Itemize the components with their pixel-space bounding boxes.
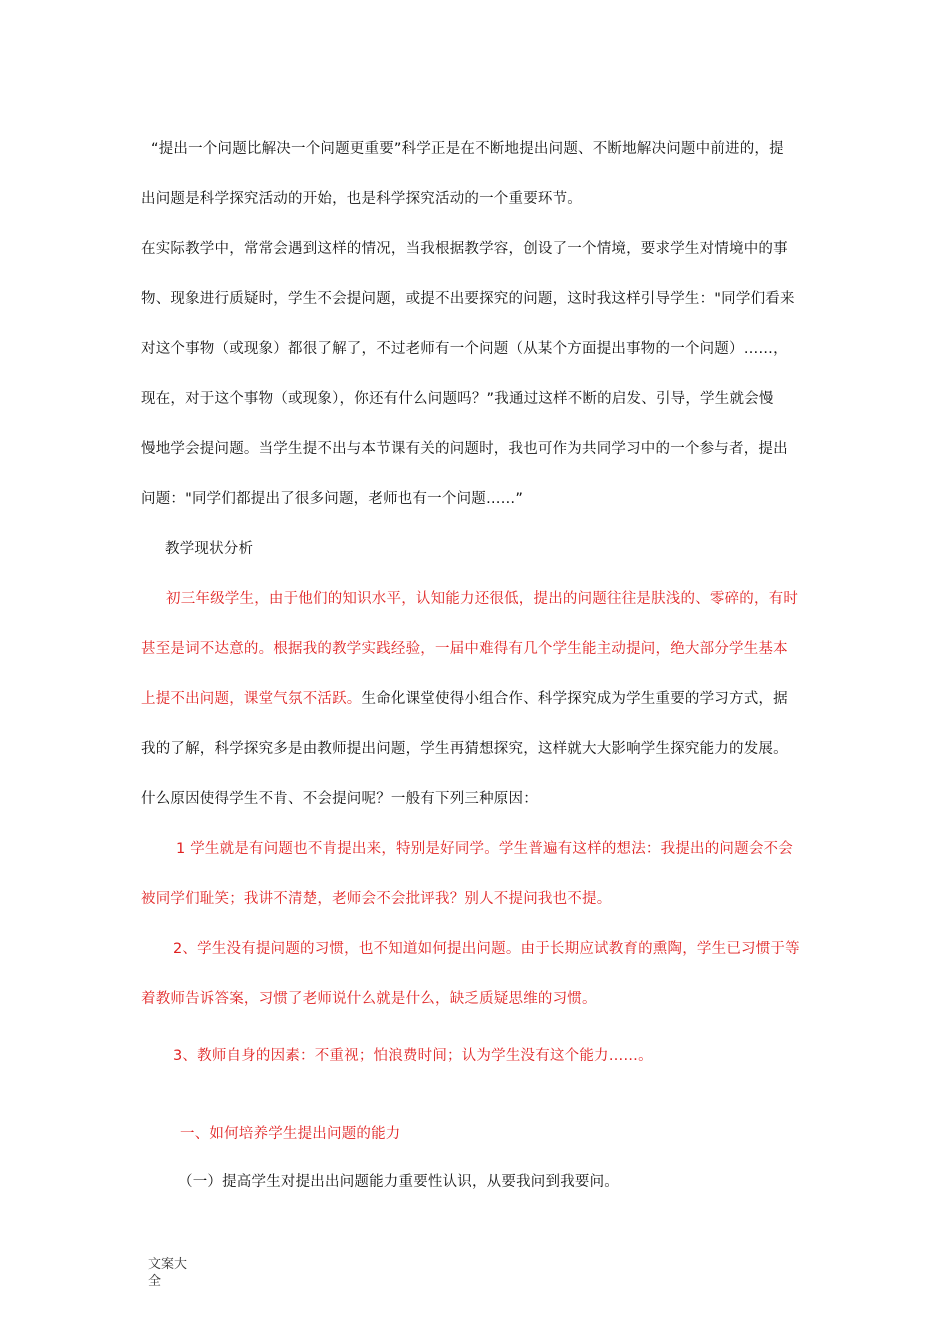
practice-line-2: 物、现象进行质疑时，学生不会提问题，或提不出要探究的问题，这时我这样引导学生："同学们看来 — [141, 291, 795, 307]
analysis-line-5: 什么原因使得学生不肯、不会提问呢？一般有下列三种原因： — [141, 791, 538, 807]
reason-2-line-2: 着教师告诉答案，习惯了老师说什么就是什么，缺乏质疑思维的习惯。 — [141, 991, 597, 1007]
practice-line-1: 在实际教学中，常常会遇到这样的情况，当我根据教学容，创设了一个情境，要求学生对情境中的事 — [141, 241, 788, 257]
footer-line-1: 文案大 — [148, 1257, 188, 1272]
analysis-heading: 教学现状分析 — [165, 541, 254, 557]
intro-line-1: “提出一个问题比解决一个问题更重要”科学正是在不断地提出问题、不断地解决问题中前进的，提 — [151, 141, 784, 157]
intro-line-2: 出问题是科学探究活动的开始，也是科学探究活动的一个重要环节。 — [141, 191, 582, 207]
reason-2-line-1: 2、学生没有提问题的习惯，也不知道如何提出问题。由于长期应试教育的熏陶，学生已习惯于等 — [173, 941, 800, 957]
practice-line-3: 对这个事物（或现象）都很了解了，不过老师有一个问题（从某个方面提出事物的一个问题）……， — [141, 341, 788, 357]
section-subheading: （一）提高学生对提出出问题能力重要性认识，从要我问到我要问。 — [178, 1174, 619, 1190]
practice-line-5: 慢地学会提问题。当学生提不出与本节课有关的问题时，我也可作为共同学习中的一个参与者，提出 — [141, 441, 788, 457]
reason-3: 3、教师自身的因素：不重视；怕浪费时间；认为学生没有这个能力……。 — [173, 1048, 653, 1064]
reason-1-line-2: 被同学们耻笑；我讲不清楚，老师会不会批评我？别人不提问我也不提。 — [141, 891, 612, 907]
footer-line-2: 全 — [148, 1274, 162, 1289]
analysis-black-line-3: 生命化课堂使得小组合作、科学探究成为学生重要的学习方式，据 — [361, 691, 788, 707]
footer-label — [148, 1256, 187, 1290]
analysis-red-line-3: 上提不出问题，课堂气氛不活跃。 — [141, 691, 362, 707]
analysis-line-4: 我的了解，科学探究多是由教师提出问题，学生再猜想探究，这样就大大影响学生探究能力的发展。 — [141, 741, 788, 757]
analysis-red-line-1: 初三年级学生，由于他们的知识水平，认知能力还很低，提出的问题往往是肤浅的、零碎的，有时 — [166, 591, 799, 607]
analysis-line-3 — [141, 689, 811, 709]
practice-line-4: 现在，对于这个事物（或现象），你还有什么问题吗？”我通过这样不断的启发、引导，学生就会慢 — [141, 391, 774, 407]
section-heading: 一、如何培养学生提出问题的能力 — [180, 1126, 401, 1142]
reason-1-line-1: 1 学生就是有问题也不肯提出来，特别是好同学。学生普遍有这样的想法：我提出的问题会不会 — [176, 841, 793, 857]
practice-line-6: 问题："同学们都提出了很多问题，老师也有一个问题……” — [141, 491, 524, 507]
analysis-red-line-2: 甚至是词不达意的。根据我的教学实践经验，一届中难得有几个学生能主动提问，绝大部分学生基本 — [141, 641, 788, 657]
